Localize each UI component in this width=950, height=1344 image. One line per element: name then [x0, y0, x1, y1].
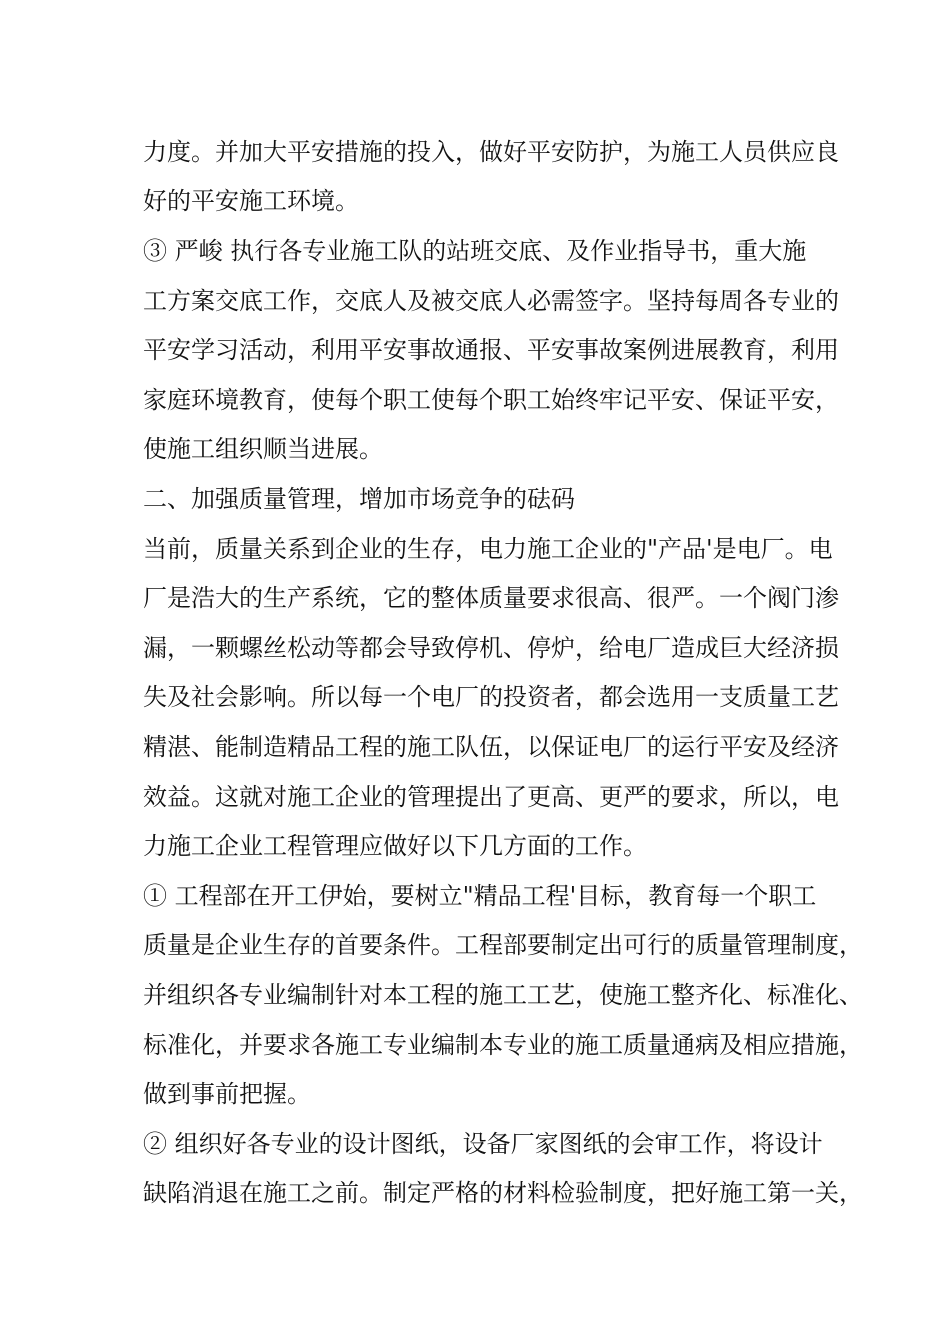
text-line: 做到事前把握。	[143, 1080, 311, 1108]
text-line: ② 组织好各专业的设计图纸，设备厂家图纸的会审工作，将设计	[143, 1130, 823, 1158]
text-line: 缺陷消退在施工之前。制定严格的材料检验制度，把好施工第一关，	[143, 1179, 863, 1207]
text-line: 力施工企业工程管理应做好以下几方面的工作。	[143, 832, 647, 860]
text-line: 厂是浩大的生产系统，它的整体质量要求很高、很严。一个阀门渗	[143, 584, 839, 612]
text-line: 漏，一颗螺丝松动等都会导致停机、停炉，给电厂造成巨大经济损	[143, 634, 839, 662]
text-line: 好的平安施工环境。	[143, 187, 359, 215]
text-line: 平安学习活动，利用平安事故通报、平安事故案例进展教育，利用	[143, 336, 839, 364]
text-line: 家庭环境教育，使每个职工使每个职工始终牢记平安、保证平安，	[143, 386, 839, 414]
text-line: 并组织各专业编制针对本工程的施工工艺，使施工整齐化、标准化、	[143, 981, 863, 1009]
text-line: 精湛、能制造精品工程的施工队伍，以保证电厂的运行平安及经济	[143, 733, 839, 761]
text-line: 失及社会影响。所以每一个电厂的投资者，都会选用一支质量工艺	[143, 683, 839, 711]
section-heading: 二、加强质量管理，增加市场竞争的砝码	[143, 485, 575, 513]
text-line: 使施工组织顺当进展。	[143, 435, 383, 463]
text-line: 质量是企业生存的首要条件。工程部要制定出可行的质量管理制度，	[143, 931, 863, 959]
text-line: 标准化，并要求各施工专业编制本专业的施工质量通病及相应措施，	[143, 1031, 863, 1059]
text-line: 力度。并加大平安措施的投入，做好平安防护，为施工人员供应良	[143, 138, 839, 166]
text-line: 当前，质量关系到企业的生存，电力施工企业的"产品'是电厂。电	[143, 535, 833, 563]
text-line: 效益。这就对施工企业的管理提出了更高、更严的要求，所以，电	[143, 783, 839, 811]
text-line: 工方案交底工作，交底人及被交底人必需签字。坚持每周各专业的	[143, 287, 839, 315]
text-line: ③ 严峻 执行各专业施工队的站班交底、及作业指导书，重大施	[143, 237, 807, 265]
text-line: ① 工程部在开工伊始，要树立"精品工程'目标，教育每一个职工	[143, 882, 817, 910]
